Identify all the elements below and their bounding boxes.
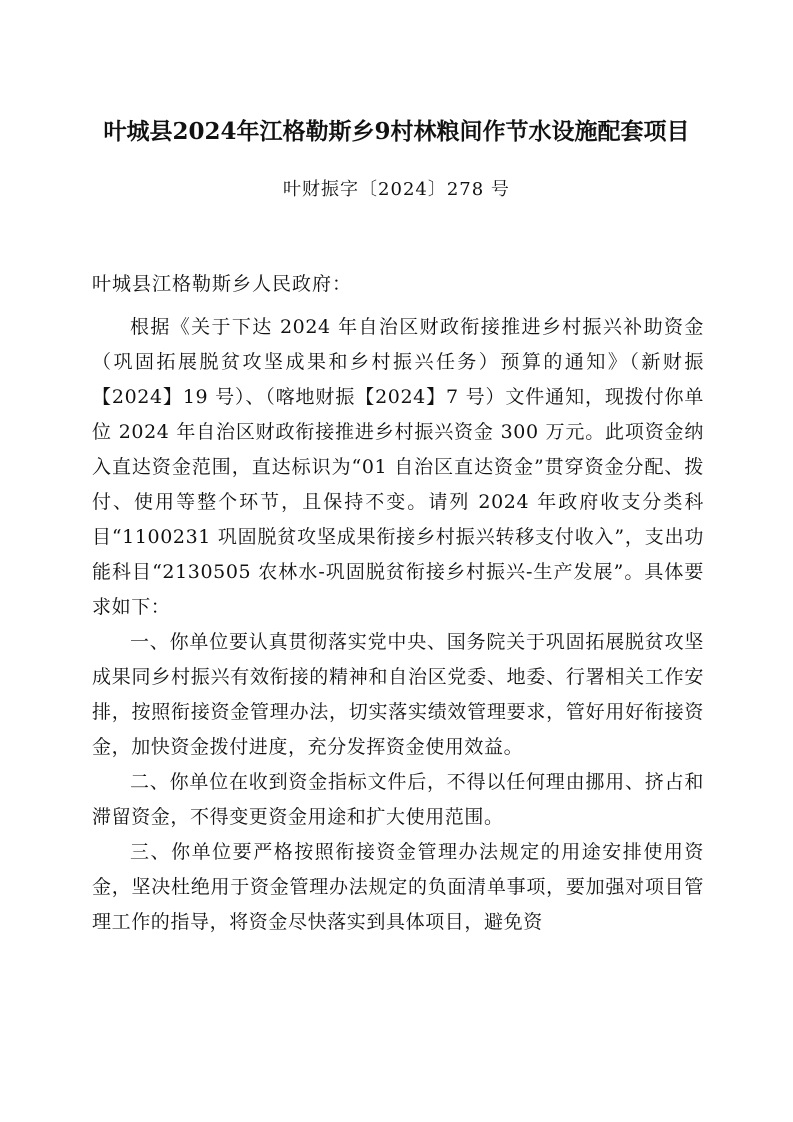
paragraph-item-2: 二、你单位在收到资金指标文件后，不得以任何理由挪用、挤占和滞留资金，不得变更资金用途和扩大使用范围。 [92, 771, 704, 828]
paragraph-intro: 根据《关于下达 2024 年自治区财政衔接推进乡村振兴补助资金（巩固拓展脱贫攻坚成果和乡村振兴任务）预算的通知》（新财振【2024】19 号）、（喀地财振【2024】7 号）文件通知，现拨付你单位 2024 年自治区财政衔接推进乡村振兴资金 300 万元。此项资金纳入直达资金范围，直达标识为“01 自治区直达资金”贯穿资金分配、拨付、使用等整个环节，且保持不变。请列 2024 年政府收支分类科目“1100231 巩固脱贫攻坚成果衔接乡村振兴转移支付收入”，支出功能科目“2130505 农林水-巩固脱贫衔接乡村振兴-生产发展”。具体要求如下： [92, 316, 704, 618]
document-body [92, 310, 704, 940]
paragraph-item-1: 一、你单位要认真贯彻落实党中央、国务院关于巩固拓展脱贫攻坚成果同乡村振兴有效衔接的精神和自治区党委、地委、行署相关工作安排，按照衔接资金管理办法，切实落实绩效管理要求，管好用好衔接资金，加快资金拨付进度，充分发挥资金使用效益。 [92, 631, 704, 758]
document-title: 叶城县2024年江格勒斯乡9村林粮间作节水设施配套项目 [103, 118, 690, 145]
salutation: 叶城县江格勒斯乡人民政府： [92, 273, 353, 295]
paragraph-item-3: 三、你单位要严格按照衔接资金管理办法规定的用途安排使用资金，坚决杜绝用于资金管理办法规定的负面清单事项，要加强对项目管理工作的指导，将资金尽快落实到具体项目，避免资 [92, 841, 704, 933]
document-number: 叶财振字〔2024〕278 号 [283, 179, 510, 200]
